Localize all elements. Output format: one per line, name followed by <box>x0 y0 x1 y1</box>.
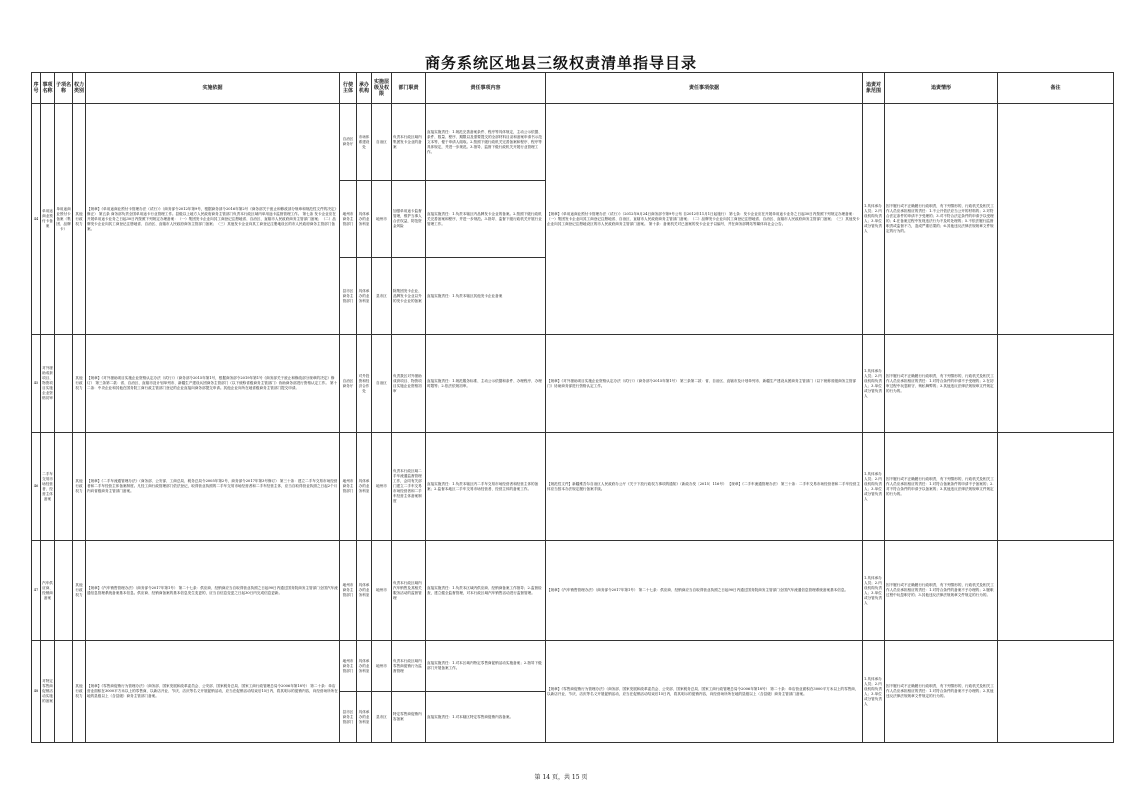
page-title: 商务系统区地县三级权责清单指导目录 <box>424 54 697 72</box>
header-row <box>32 73 1114 104</box>
item-name: 对特定零售商促销活动实施的备案 <box>41 641 55 743</box>
implementation-level: 县市区 <box>372 258 392 335</box>
responsibility-content: 直接实施责任：1.对本辖区特定零售商促销内容备案。 <box>426 692 546 743</box>
subitem-name <box>55 641 73 743</box>
column-header: 备注 <box>998 73 1114 104</box>
implementation-level: 自治区 <box>372 104 392 181</box>
column-header: 实施依据 <box>86 73 340 104</box>
executing-body: 地州市商务主管部门 <box>340 641 357 692</box>
power-type: 其他行政权力 <box>73 541 86 641</box>
responsibility-content: 直接实施责任：1.规范服务标准、主动公示依据和条件、办理程序、办理时限等；2.依法依规初审。 <box>426 335 546 433</box>
accountability-cases: 因不履行或不正确履行行政职责，有下列情形的，行政机关及相关工作人员应承担相应的责任：1.对符合备案条件的申请不予备案的；2.对不符合条件的申请予以备案的；3.其他违反法律法规规章文件规定的行为的。 <box>885 433 998 541</box>
handling-org: 具体承办的业务科室 <box>357 641 372 692</box>
accountability-cases: 因不履行或不正确履行行政职责，有下列情形的，行政机关及相关工作人员应承担相应的责任：1.对符合条件的申请不予受理的；2.在初审过程中玩忽职守、徇私舞弊的；3.其他违反法律法规规章文件规定的行为的。 <box>885 335 998 433</box>
table-row <box>32 641 1114 692</box>
responsibility-content: 直接实施责任：1.负责本辖区其他发卡企业备案 <box>426 258 546 335</box>
item-name: 汽车供应商、经销商备案 <box>41 541 55 641</box>
implementation-level: 自治区 <box>372 335 392 433</box>
responsibility-content: 直接实施责任：1.负责本区域内供应商、经销商备案工作指导；2.监督检查，建立健全监督管理，对本行政区域汽车销售活动进行监督管理。 <box>426 541 546 641</box>
implementation-level: 县市区 <box>372 692 392 743</box>
implementation-level: 地州市 <box>372 181 392 258</box>
column-header: 子项名称 <box>55 73 73 104</box>
executing-body: 县市区商务主管部门 <box>340 258 357 335</box>
item-name: 单用途商业预付卡备案 <box>41 104 55 335</box>
accountability-scope: 1.具体承办人员；2.内设机构负责人；3.单位或分管负责人 <box>863 541 885 641</box>
handling-org: 具体承办的业务科室 <box>357 692 372 743</box>
column-header: 行使主体 <box>340 73 357 104</box>
executing-body: 县市区商务主管部门 <box>340 692 357 743</box>
subitem-name <box>55 335 73 433</box>
department-duty: 除集团发卡企业、品牌发卡企业以外的发卡企业的备案 <box>392 258 426 335</box>
table-row <box>32 541 1114 641</box>
subitem-name <box>55 433 73 541</box>
accountability-scope: 1.具体承办人员；2.内设机构负责人；3.单位或分管负责人 <box>863 433 885 541</box>
responsibility-content: 直接实施责任：1.负责本辖区内品牌发卡企业的备案。2.按照下级行政机关完善备案和程序，并进一步规范。3.指导、监督下级行政机关开展行业管理工作。 <box>426 181 546 258</box>
responsibility-content: 直接实施责任：1.负责本辖区内二手车交易市场经营者和经营主体的备案；2.监督本地区二手车交易市场经营者、经营主体的备案工作。 <box>426 433 546 541</box>
department-duty: 特定零售商促销内容备案 <box>392 692 426 743</box>
department-duty: 负责我区对外援助成套项目、物资项目实施企业资格初审 <box>392 335 426 433</box>
handling-org: 具体承办的业务科室 <box>357 541 372 641</box>
column-header: 权力类别 <box>73 73 86 104</box>
column-header: 责任事项内容 <box>426 73 546 104</box>
responsibility-basis: 【规章】《对外援助项目实施企业资格认定办法（试行）》（商务部令2015年第1号） 第三条第二款：省、自治区、直辖市及计划单列市、新疆生产建设兵团商务主管部门（以下统称省级商务主管部门）协助商务部进行资格认定工作。 <box>546 335 863 433</box>
column-header: 实施层级及权限 <box>372 73 392 104</box>
department-duty: 负责本行政区域内集团发卡企业的备案 <box>392 104 426 181</box>
remarks <box>998 104 1114 335</box>
power-type: 其他行政权力 <box>73 433 86 541</box>
column-header: 部门职责 <box>392 73 426 104</box>
department-duty: 负责本行政区域内汽车销售及其相关服务活动的监督管理 <box>392 541 426 641</box>
responsibility-basis: 【规章】《单用途商业预付卡管理办法（试行）》（2012年8月24日商务部令第9号公布 自2012年11月1日起施行） 第七条：发卡企业应在开展单用途卡业务之日起30日内按照下列规定办理备案：（一）集团发卡企业向其工商登记注册地省、自治区、直辖市人民政府商务主管部门备案；（二）品牌发卡企业向其工商登记注册地省、自治区、直辖市人民政府商务主管部门备案；（三）其他发卡企业向其工商登记注册地设区的市人民政府商务主管部门备案。 第十条：备案机关对已备案的发卡企业予以编号，并在商务部网站等媒体向社会公告。 <box>546 104 863 335</box>
remarks <box>998 541 1114 641</box>
table-row <box>32 104 1114 181</box>
executing-body: 地州市商务主管部门 <box>340 433 357 541</box>
handling-org: 对外投资和经济合作处 <box>357 335 372 433</box>
implementation-level: 地州市 <box>372 641 392 692</box>
accountability-scope: 1.具体承办人员；2.内设机构负责人；3.单位或分管负责人 <box>863 335 885 433</box>
page-footer: 第 14 页，共 15 页 <box>534 774 588 781</box>
handling-org: 市场体系建设处 <box>357 104 372 181</box>
department-duty: 负责本行政区域二手车流通监督管理工作，会同有关部门建立二手车交易市场经营者和二手车经营主体备案制度 <box>392 433 426 541</box>
responsibility-content: 直接实施责任：1.规范完善备案条件、程序等具体规定，主动公示依据、条件、数量、程序、期限以及需要提交的全部材料目录和备案申请书示范文本等，便于申请人阅取。2.按照下级行政机关完善备案和程序、程序等具体规定，并进一步规范。3.指导、监督下级行政机关开展行业管理工作。 <box>426 104 546 181</box>
row-number: 45 <box>32 335 41 433</box>
implementation-level: 地州市 <box>372 541 392 641</box>
responsibility-basis: 【规章】《零售商促销行为管理办法》（商务部、国家发展和改革委员会、公安部、国家税务总局、国家工商行政管理总局令2006年第18号） 第二十条：单店营业面积在3000平方米以上的零售商，以新店开业、节庆、店庆等名义开展促销活动，应当在促销活动结束后15日内，将其明示的促销内容，向经营场所所在地的县级以上（含县级）商务主管部门备案。 <box>546 641 863 743</box>
power-type: 其他行政权力 <box>73 335 86 433</box>
responsibility-basis: 【规章】《汽车销售管理办法》（商务部令2017年第1号） 第二十七条：供应商、经销商应当自取得营业执照之日起90日内通过国务院商务主管部门全国汽车流通信息管理系统备案基本信息。 <box>546 541 863 641</box>
row-number: 44 <box>32 104 41 335</box>
handling-org: 具体承办的业务科室 <box>357 258 372 335</box>
column-header: 追责对象范围 <box>863 73 885 104</box>
column-header: 责任事项依据 <box>546 73 863 104</box>
column-header: 序号 <box>32 73 41 104</box>
subitem-name <box>55 541 73 641</box>
department-duty: 负责本行政区域内零售商促销行为监督管理 <box>392 641 426 692</box>
row-number: 46 <box>32 433 41 541</box>
power-type: 其他行政权力 <box>73 641 86 743</box>
column-header: 承办机构 <box>357 73 372 104</box>
table-row <box>32 335 1114 433</box>
item-name: 二手车交易市场经营者、经营主体备案 <box>41 433 55 541</box>
column-header: 追责情形 <box>885 73 998 104</box>
responsibility-basis: 【规范性文件】新疆维吾尔自治区人民政府办公厅《关于下放行政权力事项的通知》（新政办发〔2015〕116号） 【规章】《二手车流通管理办法》 第三十条：二手车交易市场经营者和二手车经营主体应当按本办法规定履行备案手续。 <box>546 433 863 541</box>
power-type: 其他行政权力 <box>73 104 86 335</box>
accountability-scope: 1.具体承办人员；2.内设机构负责人；3.单位或分管负责人 <box>863 104 885 335</box>
subitem-name: 单用途商业预付卡备案（集团、品牌卡） <box>55 104 73 335</box>
executing-body: 地州市商务主管部门 <box>340 181 357 258</box>
accountability-cases: 因不履行或不正确履行行政职责，有下列情形的，行政机关及相关工作人员应承担相应的责任：1.对符合条件的备案不予办理的；2.履职过程中玩忽职守的；3.其他违反法律法规规章文件规定的行为的。 <box>885 541 998 641</box>
accountability-cases: 因不履行或不正确履行行政职责，有下列情形的，行政机关及相关工作人员应承担相应的责任：1.对符合条件的备案不予办理的；2.其他违反法律法规规章文件规定的行为的。 <box>885 641 998 743</box>
legal-basis: 【规章】《单用途商业预付卡管理办法（试行）》（商务部令2012年第9号，根据商务部令2016年第2号《商务部关于废止和修改部分规章和规范性文件的决定》修正） 第五条 商务部负责全国单用途卡行业管理工作。县级以上地方人民政府商务主管部门负责本行政区域内单用途卡监督管理工作。 第七条 发卡企业应在开展单用途卡业务之日起30日内按照下列规定办理备案：（一）集团发卡企业向其工商登记注册地省、自治区、直辖市人民政府商务主管部门备案；（二）品牌发卡企业向其工商登记注册地省、自治区、直辖市人民政府商务主管部门备案；（三）其他发卡企业向其工商登记注册地设区的市人民政府商务主管部门备案。 <box>86 104 340 335</box>
executing-body: 自治区商务厅 <box>340 104 357 181</box>
legal-basis: 【规章】《二手车流通管理办法》（商务部、公安部、工商总局、税务总局令2005年第2号，商务部令2017年第3号修订） 第三十条：建立二手车交易市场经营者和二手车经营主体备案制度。凡经工商行政管理部门依法登记，取得营业执照的二手车交易市场经营者和二手车经营主体，应当自取得营业执照之日起2个月内向省级商务主管部门备案。 <box>86 433 340 541</box>
legal-basis: 【规章】《汽车销售管理办法》（商务部令2017年第1号） 第二十七条：供应商、经销商应当自取得营业执照之日起90日内通过国务院商务主管部门全国汽车流通信息管理系统备案基本信息。供应商、经销商备案的基本信息发生变更的，应当自信息变更之日起30日内完成信息更新。 <box>86 541 340 641</box>
row-number: 48 <box>32 641 41 743</box>
responsibility-table <box>31 72 1114 743</box>
column-header: 事项名称 <box>41 73 55 104</box>
responsibility-content: 直接实施责任：1.对本区域内特定零售商促销活动实施备案；2.指导下级部门开展备案工作。 <box>426 641 546 692</box>
handling-org: 具体承办的业务科室 <box>357 181 372 258</box>
accountability-cases: 因不履行或不正确履行行政职责，有下列情形的，行政机关及相关工作人员应承担相应的责任：1.不公开依法应当公开的材料的；2.对符合法定条件的申请不予受理的；3.对不符合法定条件的申请予以受理的；4.在备案过程中发现违法行为不及时处理的；5.不依法履行监督职责或监督不力，造成严重后果的；6.其他违反法律法规规章文件规定的行为的。 <box>885 104 998 335</box>
remarks <box>998 335 1114 433</box>
remarks <box>998 433 1114 541</box>
table-row <box>32 433 1114 541</box>
row-number: 47 <box>32 541 41 641</box>
handling-org: 具体承办的业务科室 <box>357 433 372 541</box>
legal-basis: 【规章】《零售商促销行为管理办法》（商务部、国家发展和改革委员会、公安部、国家税务总局、国家工商行政管理总局令2006年第18号） 第二十条：单店营业面积在3000平方米以上的零售商，以新店开业、节庆、店庆等名义开展促销活动，应当在促销活动结束后15日内，将其明示的促销内容，向经营场所所在地的县级以上（含县级）商务主管部门备案。 <box>86 641 340 743</box>
remarks <box>998 641 1114 743</box>
department-duty: 加强单用途卡监督管理，维护当事人合法权益，防范资金风险 <box>392 181 426 258</box>
executing-body: 自治区商务厅 <box>340 335 357 433</box>
executing-body: 地州市商务主管部门 <box>340 541 357 641</box>
item-name: 对外援助成套项目、物资项目实施企业资格初审 <box>41 335 55 433</box>
legal-basis: 【规章】《对外援助项目实施企业资格认定办法（试行）》（商务部令2015年第1号，根据商务部令2019年第1号《商务部关于废止和修改部分规章的决定》修订） 第三条第二款：省、自治区、直辖市及计划单列市、新疆生产建设兵团商务主管部门（以下统称省级商务主管部门）协助商务部进行资格认定工作。 第十二条：中央企业和其他在国务院工商行政主管部门登记的企业直接向商务部提交申请。其他企业向所在地省级商务主管部门提交申请。 <box>86 335 340 433</box>
implementation-level: 地州市 <box>372 433 392 541</box>
accountability-scope: 1.具体承办人员；2.内设机构负责人；3.单位或分管负责人 <box>863 641 885 743</box>
